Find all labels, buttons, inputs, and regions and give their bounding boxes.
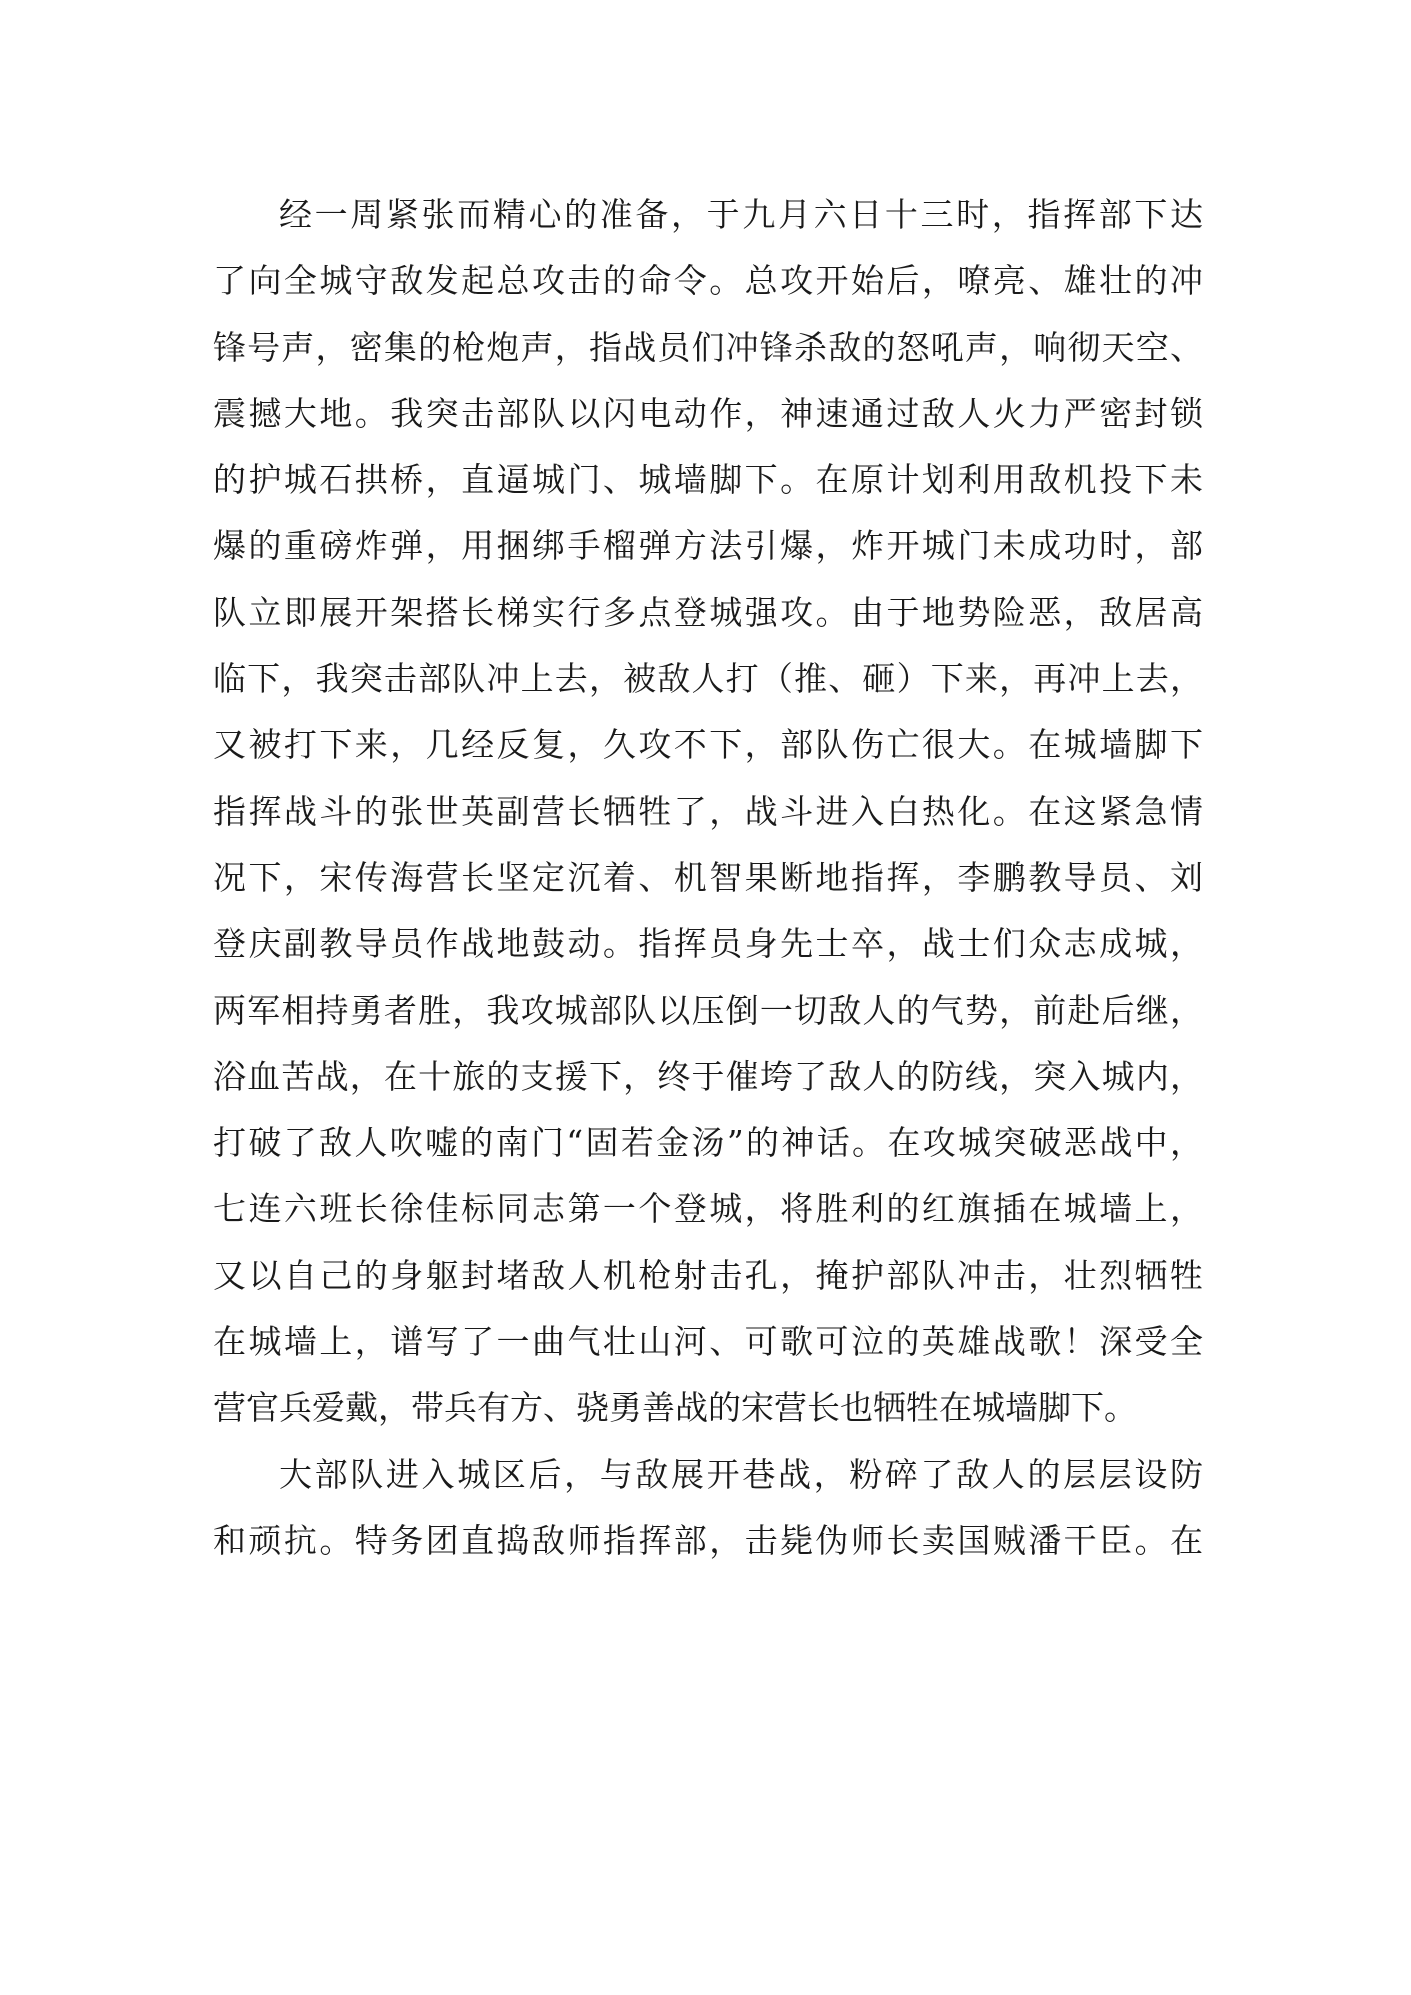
text-line: 在城墙上，谱写了一曲气壮山河、可歌可泣的英雄战歌！深受全 xyxy=(213,1322,1203,1362)
text-line: 两军相持勇者胜，我攻城部队以压倒一切敌人的气势，前赴后继， xyxy=(213,990,1203,1030)
text-line: 况下，宋传海营长坚定沉着、机智果断地指挥，李鹏教导员、刘 xyxy=(213,857,1203,897)
text-line: 又被打下来，几经反复，久攻不下，部队伤亡很大。在城墙脚下 xyxy=(213,725,1203,765)
body-text xyxy=(213,182,1203,1574)
paragraph-1 xyxy=(213,182,1203,1442)
text-line: 和顽抗。特务团直捣敌师指挥部，击毙伪师长卖国贼潘干臣。在 xyxy=(213,1520,1203,1560)
text-line: 打破了敌人吹嘘的南门“固若金汤”的神话。在攻城突破恶战中， xyxy=(213,1123,1203,1163)
text-line: 七连六班长徐佳标同志第一个登城，将胜利的红旗插在城墙上， xyxy=(213,1189,1203,1229)
text-line: 临下，我突击部队冲上去，被敌人打（推、砸）下来，再冲上去， xyxy=(213,659,1203,699)
text-line: 指挥战斗的张世英副营长牺牲了，战斗进入白热化。在这紧急情 xyxy=(213,791,1203,831)
text-line: 队立即展开架搭长梯实行多点登城强攻。由于地势险恶，敌居高 xyxy=(213,592,1203,632)
text-line: 营官兵爱戴，带兵有方、骁勇善战的宋营长也牺牲在城墙脚下。 xyxy=(213,1388,1137,1428)
text-line: 登庆副教导员作战地鼓动。指挥员身先士卒，战士们众志成城， xyxy=(213,924,1203,964)
text-line: 又以自己的身躯封堵敌人机枪射击孔，掩护部队冲击，壮烈牺牲 xyxy=(213,1255,1203,1295)
text-line: 的护城石拱桥，直逼城门、城墙脚下。在原计划利用敌机投下未 xyxy=(213,460,1203,500)
text-line: 震撼大地。我突击部队以闪电动作，神速通过敌人火力严密封锁 xyxy=(213,393,1203,433)
text-line: 了向全城守敌发起总攻击的命令。总攻开始后，嘹亮、雄壮的冲 xyxy=(213,261,1203,301)
text-line: 锋号声，密集的枪炮声，指战员们冲锋杀敌的怒吼声，响彻天空、 xyxy=(213,327,1203,367)
paragraph-2 xyxy=(213,1442,1203,1575)
text-line: 经一周紧张而精心的准备，于九月六日十三时，指挥部下达 xyxy=(279,195,1203,234)
text-line: 爆的重磅炸弹，用捆绑手榴弹方法引爆，炸开城门未成功时，部 xyxy=(213,526,1203,566)
text-line: 浴血苦战，在十旅的支援下，终于催垮了敌人的防线，突入城内， xyxy=(213,1056,1203,1096)
text-line: 大部队进入城区后，与敌展开巷战，粉碎了敌人的层层设防 xyxy=(279,1454,1203,1494)
